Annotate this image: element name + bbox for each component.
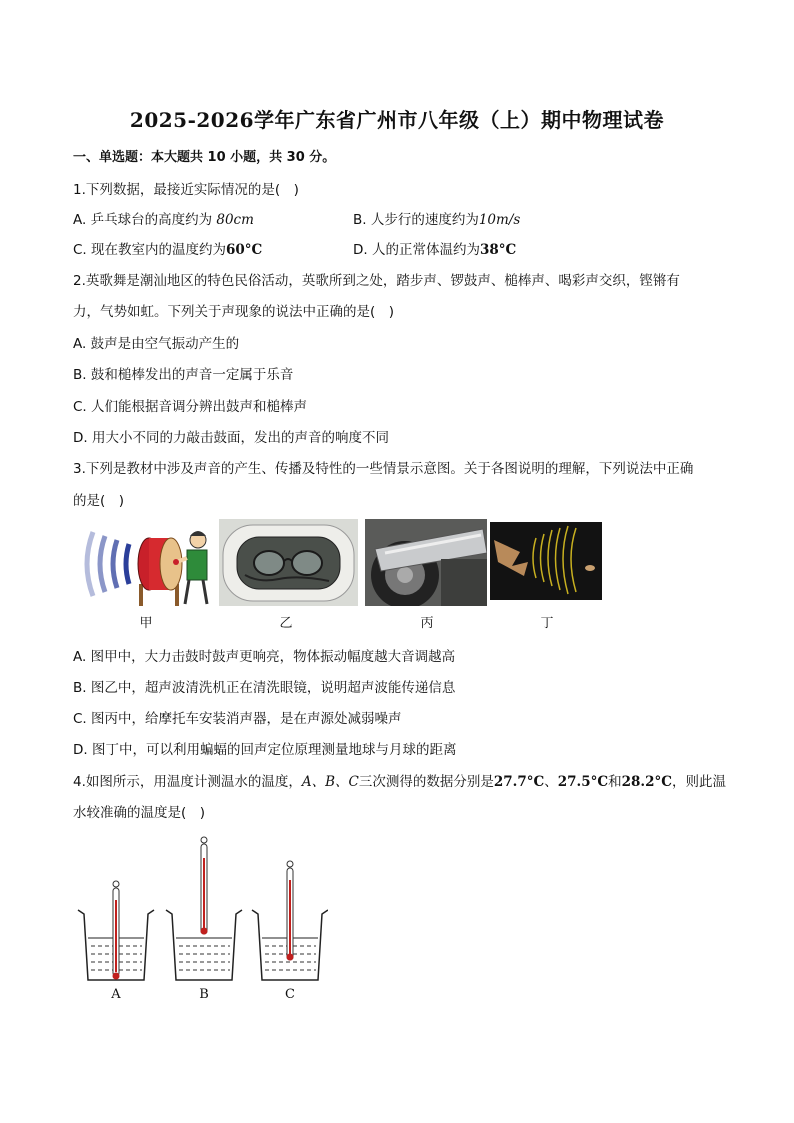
q1-option-d: [353, 238, 516, 258]
q3-option-b: B. 图乙中，超声波清洗机正在清洗眼镜，说明超声波能传递信息: [73, 680, 456, 696]
q3-option-c: C. 图丙中，给摩托车安装消声器，是在声源处减弱噪声: [73, 711, 402, 727]
q2-stem-line2: 力，气势如虹。下列关于声现象的说法中正确的是( ): [73, 304, 395, 320]
q1-option-c-value: 60°C: [226, 242, 263, 258]
figure-label-jia: 甲: [139, 616, 153, 631]
beaker-b: [166, 837, 242, 980]
q4-stem-abc: A、B、C: [301, 774, 359, 790]
q1-option-b: [353, 208, 520, 228]
beaker-label-b: B: [199, 987, 209, 1002]
q1-option-c: [73, 238, 262, 258]
q1-option-a-value: 80cm: [216, 212, 254, 228]
q3-option-d: D. 图丁中，可以利用蝙蝠的回声定位原理测量地球与月球的距离: [73, 742, 457, 758]
q3-option-a: A. 图甲中，大力击鼓时鼓声更响亮，物体振动幅度越大音调越高: [73, 649, 456, 665]
q1-option-b-text: B. 人步行的速度约为: [353, 212, 479, 228]
drum-illustration: [73, 522, 215, 606]
q3-stem-line2: 的是( ): [73, 493, 125, 509]
q2-option-d: D. 用大小不同的力敲击鼓面，发出的声音的响度不同: [73, 430, 389, 446]
q4-stem-pre: 4.如图所示，用温度计测温水的温度，: [73, 774, 302, 790]
bat-illustration: [490, 522, 602, 600]
q4-stem-post: ，则此温: [672, 774, 727, 790]
q4-value-2: 27.5°C: [557, 774, 609, 790]
muffler-illustration: [365, 519, 487, 606]
q2-stem-line1: 2.英歌舞是潮汕地区的特色民俗活动，英歌所到之处，踏步声、锣鼓声、槌棒声、喝彩声交织，铿锵有: [73, 273, 680, 289]
figure-thermometer-beakers: [76, 830, 328, 988]
figure-label-bing: 丙: [420, 616, 434, 631]
q3-stem-line1: 3.下列是教材中涉及声音的产生、传播及特性的一些情景示意图。关于各图说明的理解，下列说法中正确: [73, 461, 694, 477]
q2-option-c: C. 人们能根据音调分辨出鼓声和槌棒声: [73, 399, 308, 415]
q4-stem-mid: 三次测得的数据分别是: [358, 774, 494, 790]
q1-option-c-text: C. 现在教室内的温度约为: [73, 242, 227, 258]
beaker-label-a: A: [111, 987, 121, 1002]
figure-drum-sound-waves: [73, 522, 215, 606]
q4-sep-1: 、: [544, 774, 558, 790]
q2-option-b: B. 鼓和槌棒发出的声音一定属于乐音: [73, 367, 294, 383]
section-heading: 一、单选题：本大题共 10 小题，共 30 分。: [73, 150, 336, 165]
q1-option-a-text: A. 乒乓球台的高度约为: [73, 212, 217, 228]
q4-stem-line1: [73, 770, 726, 790]
page-title: 2025-2026学年广东省广州市八年级（上）期中物理试卷: [129, 108, 665, 132]
q4-stem-line2: 水较准确的温度是( ): [73, 805, 206, 821]
q1-option-b-value: 10m/s: [478, 212, 521, 228]
figure-label-yi: 乙: [279, 616, 293, 631]
q1-option-d-text: D. 人的正常体温约为: [353, 242, 480, 258]
figure-ultrasonic-cleaner: [219, 519, 358, 606]
beakers-illustration: [76, 830, 328, 988]
q1-stem: 1.下列数据，最接近实际情况的是( ): [73, 182, 299, 198]
beaker-label-c: C: [285, 987, 295, 1002]
q1-option-a: [73, 208, 254, 228]
beaker-a: [78, 881, 154, 980]
q4-value-1: 27.7°C: [493, 774, 545, 790]
q1-option-d-value: 38°C: [479, 242, 517, 258]
q4-value-3: 28.2°C: [621, 774, 673, 790]
figure-label-ding: 丁: [540, 616, 554, 631]
ultrasonic-cleaner-illustration: [219, 519, 358, 606]
figure-motorcycle-muffler: [365, 519, 487, 606]
q2-option-a: A. 鼓声是由空气振动产生的: [73, 336, 240, 352]
beaker-c: [252, 861, 328, 980]
q4-sep-2: 和: [608, 774, 622, 790]
figure-bat-echolocation: [490, 522, 602, 600]
